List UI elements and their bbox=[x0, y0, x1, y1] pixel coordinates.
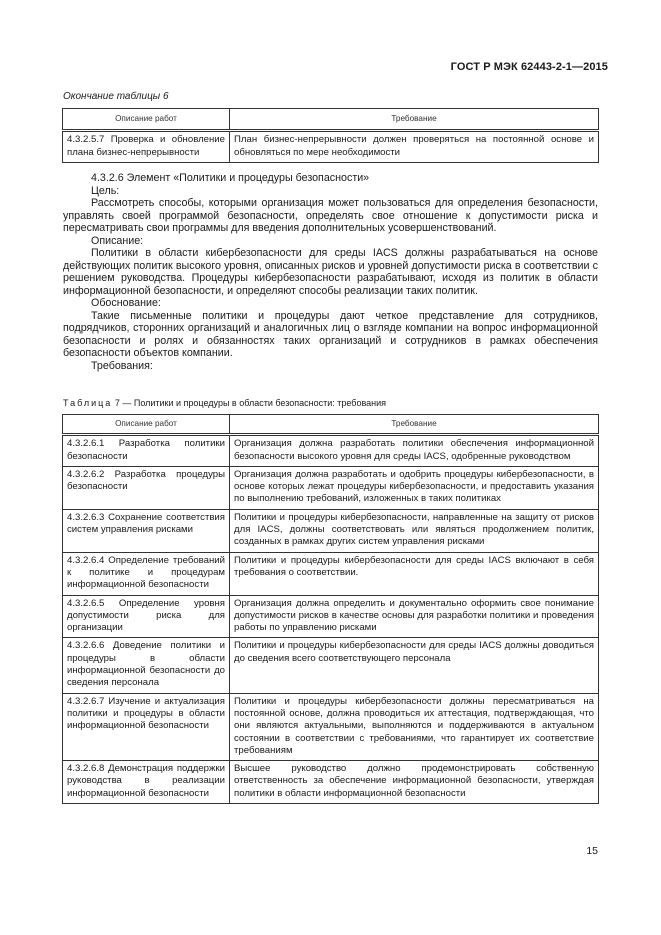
cell-requirement: Политики и процедуры кибербезопасности должны пересматриваться на постоянной основе, должна проводиться их аттестация, подтверждающая, что они являются актуальными, выполняются и поддерживаются в актуальном состоянии в соответствии с требованиями, что гарантирует их соответствие требованиям bbox=[230, 693, 599, 760]
cell-requirement: Организация должна определить и документально оформить свое понимание допустимости рисков в качестве основы для разработки политики и проведения работы по управлению рисками bbox=[230, 595, 599, 638]
cell-work: 4.3.2.6.3 Сохранение соответствия систем управления рисками bbox=[63, 509, 230, 552]
table-row bbox=[63, 435, 599, 467]
rationale-label: Обоснование: bbox=[91, 297, 161, 309]
rationale-text: Такие письменные политики и процедуры дают четкое представление для сотрудников, подрядчиков, сторонних организаций и аналогичных лиц о взгляде компании на вопрос информационной безопасности и ролях и обязанностях таких организаций и сотрудников в рамках обеспечения безопасности объектов компании. bbox=[63, 309, 598, 359]
table-row bbox=[63, 693, 599, 760]
cell-requirement: Организация должна разработать политики обеспечения информационной безопасности высокого уровня для среды IACS, одобренные руководством bbox=[230, 435, 599, 467]
cell-work: 4.3.2.6.2 Разработка процедуры безопасности bbox=[63, 466, 230, 509]
table7-caption-prefix: Таблица bbox=[63, 398, 113, 408]
table6-continuation-caption: Окончание таблицы 6 bbox=[63, 91, 169, 102]
table7-caption-title: — Политики и процедуры в области безопасности: требования bbox=[122, 398, 387, 408]
cell-work: 4.3.2.6.6 Доведение политики и процедуры в области информационной безопасности до сведения персонала bbox=[63, 638, 230, 693]
column-header-requirement: Требование bbox=[230, 415, 599, 435]
cell-work: 4.3.2.6.5 Определение уровня допустимости риска для организации bbox=[63, 595, 230, 638]
cell-work: 4.3.2.6.1 Разработка политики безопасности bbox=[63, 435, 230, 467]
table-row bbox=[63, 638, 599, 693]
column-header-requirement: Требование bbox=[230, 109, 599, 131]
cell-requirement: Политики и процедуры кибербезопасности для среды IACS включают в себя требования о соответствии. bbox=[230, 552, 599, 595]
cell-work: 4.3.2.5.7 Проверка и обновление плана бизнес-непрерывности bbox=[63, 131, 230, 163]
section-body bbox=[63, 172, 598, 372]
standard-header: ГОСТ Р МЭК 62443-2-1—2015 bbox=[450, 61, 608, 73]
cell-requirement: План бизнес-непрерывности должен проверяться на постоянной основе и обновляться по мере необходимости bbox=[230, 131, 599, 163]
description-label: Описание: bbox=[91, 234, 144, 247]
cell-requirement: Высшее руководство должно продемонстрировать собственную ответственность за обеспечение информационной безопасности, утверждая политики в области информационной безопасности bbox=[230, 761, 599, 804]
table7-caption-number: 7 bbox=[114, 398, 120, 408]
section-heading: 4.3.2.6 Элемент «Политики и процедуры безопасности» bbox=[91, 172, 370, 184]
table-header-row bbox=[63, 415, 599, 435]
column-header-work: Описание работ bbox=[63, 109, 230, 131]
table-row bbox=[63, 131, 599, 163]
column-header-work: Описание работ bbox=[63, 415, 230, 435]
table-row bbox=[63, 761, 599, 804]
cell-work: 4.3.2.6.8 Демонстрация поддержки руководства в реализации информационной безопасности bbox=[63, 761, 230, 804]
table-row bbox=[63, 509, 599, 552]
table7-caption bbox=[63, 398, 386, 408]
cell-work: 4.3.2.6.7 Изучение и актуализация политики и процедуры в области информационной безопасности bbox=[63, 693, 230, 760]
table-6 bbox=[62, 108, 599, 163]
table-header-row bbox=[63, 109, 599, 131]
cell-work: 4.3.2.6.4 Определение требований к политике и процедурам информационной безопасности bbox=[63, 552, 230, 595]
goal-text: Рассмотреть способы, которыми организация может пользоваться для определения безопасности, управлять своей программой безопасности, определять свое отношение к допустимости риска и пересматривать свои программы для введения дополнительных усовершенствований. bbox=[63, 197, 598, 234]
table-7 bbox=[62, 414, 599, 804]
table-row bbox=[63, 552, 599, 595]
page-number: 15 bbox=[586, 845, 598, 857]
cell-requirement: Организация должна разработать и одобрить процедуры кибербезопасности, в основе которых лежат процедуры кибербезопасности, и предоставить указания по выполнению требований, изложенных в таких политиках bbox=[230, 466, 599, 509]
table-row bbox=[63, 595, 599, 638]
requirements-label: Требования: bbox=[91, 359, 153, 372]
cell-requirement: Политики и процедуры кибербезопасности для среды IACS должны доводиться до сведения всего соответствующего персонала bbox=[230, 638, 599, 693]
table-row bbox=[63, 466, 599, 509]
cell-requirement: Политики и процедуры кибербезопасности, направленные на защиту от рисков для IACS, должны соответствовать или являться продолжением политик, созданных в рамках других систем управления рисками bbox=[230, 509, 599, 552]
description-text: Политики в области кибербезопасности для среды IACS должны разрабатываться на основе действующих политик высокого уровня, описанных рисков и уровней допустимости риска в соответствии с решением руководства. Процедуры кибербезопасности разрабатывают, исходя из политик в области информационной безопасности, и определяют способы реализации таких политик. bbox=[63, 247, 598, 297]
goal-label: Цель: bbox=[91, 184, 120, 197]
